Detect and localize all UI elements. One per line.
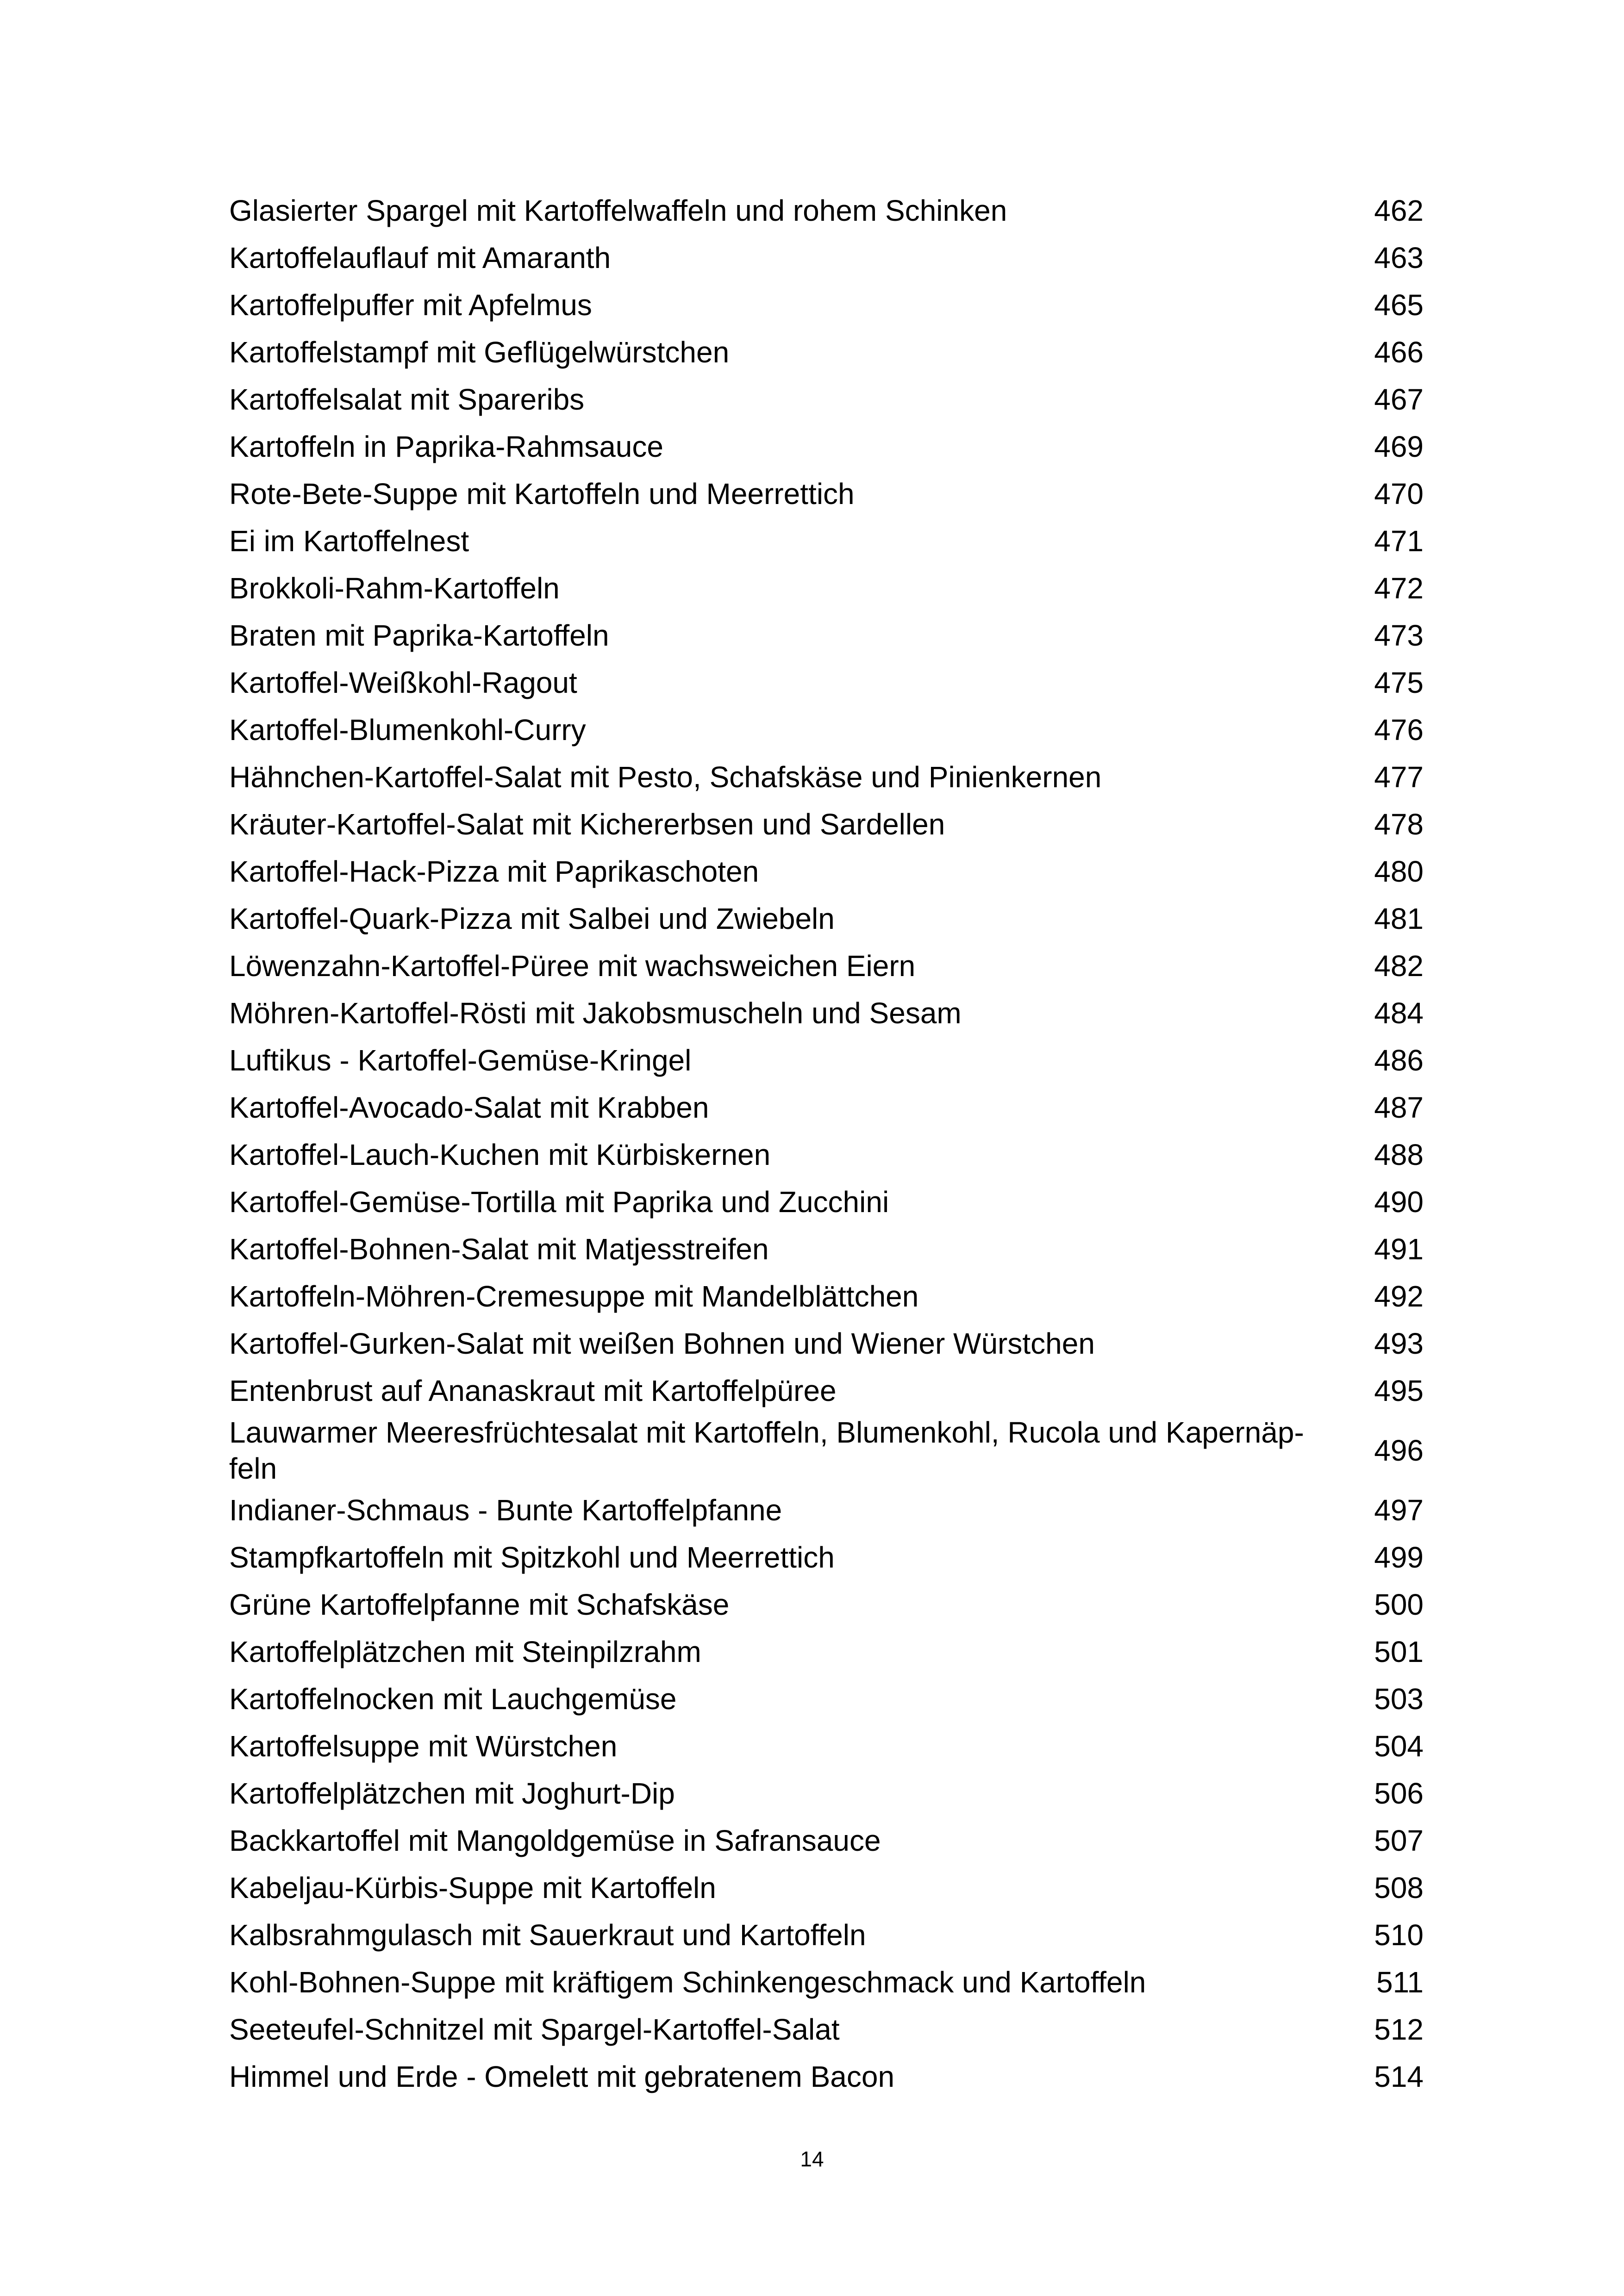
toc-entry-page: 504 xyxy=(1374,1730,1424,1763)
toc-entry-title: Kartoffel-Gemüse-Tortilla mit Paprika und Zucchini xyxy=(229,1185,889,1219)
toc-entry-title: Glasierter Spargel mit Kartoffelwaffeln und rohem Schinken xyxy=(229,194,1007,227)
toc-entry-page: 491 xyxy=(1374,1232,1424,1266)
toc-entry-page: 470 xyxy=(1374,477,1424,510)
toc-entry-page: 471 xyxy=(1374,524,1424,558)
toc-entry-page: 490 xyxy=(1374,1185,1424,1219)
toc-entry-title: Kartoffel-Blumenkohl-Curry xyxy=(229,713,586,747)
toc-entry-title: Braten mit Paprika-Kartoffeln xyxy=(229,619,609,652)
toc-entry-title: Kartoffel-Lauch-Kuchen mit Kürbiskernen xyxy=(229,1138,771,1171)
toc-entry xyxy=(229,470,1424,517)
toc-entry-title: Stampfkartoffeln mit Spitzkohl und Meerrettich xyxy=(229,1541,835,1574)
table-of-contents xyxy=(229,187,1424,2100)
toc-entry-title: Kartoffelnocken mit Lauchgemüse xyxy=(229,1682,677,1716)
toc-entry xyxy=(229,659,1424,706)
toc-entry xyxy=(229,1675,1424,1723)
toc-entry-page: 478 xyxy=(1374,808,1424,841)
toc-entry-page: 488 xyxy=(1374,1138,1424,1171)
toc-entry xyxy=(229,1911,1424,1959)
toc-entry xyxy=(229,565,1424,612)
toc-entry-title: Kartoffel-Weißkohl-Ragout xyxy=(229,666,577,699)
toc-entry-page: 493 xyxy=(1374,1327,1424,1360)
toc-entry xyxy=(229,706,1424,753)
toc-entry-title: Kartoffel-Avocado-Salat mit Krabben xyxy=(229,1091,709,1124)
toc-entry xyxy=(229,329,1424,376)
toc-entry xyxy=(229,1581,1424,1628)
toc-entry-page: 511 xyxy=(1376,1966,1424,1999)
toc-entry xyxy=(229,1084,1424,1131)
toc-entry-title: Ei im Kartoffelnest xyxy=(229,524,469,558)
toc-entry xyxy=(229,989,1424,1037)
toc-entry-title: Indianer-Schmaus - Bunte Kartoffelpfanne xyxy=(229,1493,782,1527)
toc-entry xyxy=(229,753,1424,801)
toc-entry-page: 514 xyxy=(1374,2060,1424,2093)
toc-entry-title: Lauwarmer Meeresfrüchtesalat mit Kartoffeln, Blumenkohl, Rucola und Kapernäp- feln xyxy=(229,1416,1304,1485)
toc-entry xyxy=(229,848,1424,895)
toc-entry-title: Kalbsrahmgulasch mit Sauerkraut und Kartoffeln xyxy=(229,1918,866,1952)
toc-entry-page: 512 xyxy=(1374,2013,1424,2046)
toc-entry-page: 466 xyxy=(1374,336,1424,369)
page-number: 14 xyxy=(800,2147,824,2171)
toc-entry-page: 500 xyxy=(1374,1588,1424,1621)
toc-entry-title: Kartoffel-Bohnen-Salat mit Matjesstreifen xyxy=(229,1232,769,1266)
toc-entry-page: 475 xyxy=(1374,666,1424,699)
toc-entry-title: Kabeljau-Kürbis-Suppe mit Kartoffeln xyxy=(229,1871,716,1904)
toc-entry-page: 477 xyxy=(1374,760,1424,794)
toc-entry-title: Möhren-Kartoffel-Rösti mit Jakobsmuscheln und Sesam xyxy=(229,996,962,1030)
toc-entry-page: 472 xyxy=(1374,572,1424,605)
toc-entry xyxy=(229,2053,1424,2100)
toc-entry xyxy=(229,1723,1424,1770)
toc-entry-page: 499 xyxy=(1374,1541,1424,1574)
toc-entry-page: 486 xyxy=(1374,1044,1424,1077)
toc-entry xyxy=(229,187,1424,234)
toc-entry-page: 484 xyxy=(1374,996,1424,1030)
toc-entry-title: Brokkoli-Rahm-Kartoffeln xyxy=(229,572,560,605)
toc-entry xyxy=(229,1320,1424,1367)
toc-entry-page: 487 xyxy=(1374,1091,1424,1124)
toc-entry xyxy=(229,1131,1424,1178)
toc-entry-title: Kartoffelplätzchen mit Steinpilzrahm xyxy=(229,1635,701,1668)
toc-entry xyxy=(229,942,1424,989)
toc-entry-page: 497 xyxy=(1374,1493,1424,1527)
toc-entry xyxy=(229,1273,1424,1320)
toc-entry xyxy=(229,234,1424,281)
toc-entry-page: 463 xyxy=(1374,241,1424,274)
toc-entry-page: 501 xyxy=(1374,1635,1424,1668)
toc-entry-title: Kartoffelpuffer mit Apfelmus xyxy=(229,288,592,322)
toc-entry-title: Kartoffelstampf mit Geflügelwürstchen xyxy=(229,336,730,369)
toc-entry xyxy=(229,423,1424,470)
toc-entry-title: Luftikus - Kartoffel-Gemüse-Kringel xyxy=(229,1044,692,1077)
toc-entry-page: 467 xyxy=(1374,383,1424,416)
toc-entry-title: Kartoffel-Hack-Pizza mit Paprikaschoten xyxy=(229,855,759,888)
toc-entry-page: 510 xyxy=(1374,1918,1424,1952)
toc-entry-title: Himmel und Erde - Omelett mit gebratenem Bacon xyxy=(229,2060,895,2093)
toc-entry-page: 473 xyxy=(1374,619,1424,652)
toc-entry xyxy=(229,895,1424,942)
toc-entry xyxy=(229,1487,1424,1534)
toc-entry-page: 462 xyxy=(1374,194,1424,227)
toc-entry xyxy=(229,1534,1424,1581)
toc-entry-page: 503 xyxy=(1374,1682,1424,1716)
toc-entry-title: Kartoffelplätzchen mit Joghurt-Dip xyxy=(229,1777,675,1810)
toc-entry-title: Kartoffeln-Möhren-Cremesuppe mit Mandelblättchen xyxy=(229,1280,919,1313)
toc-entry xyxy=(229,1414,1424,1487)
toc-entry-page: 496 xyxy=(1374,1434,1424,1467)
toc-entry xyxy=(229,1770,1424,1817)
toc-entry-title: Kartoffelsalat mit Spareribs xyxy=(229,383,585,416)
toc-entry-title: Kartoffeln in Paprika-Rahmsauce xyxy=(229,430,663,463)
toc-entry-page: 506 xyxy=(1374,1777,1424,1810)
toc-entry-page: 465 xyxy=(1374,288,1424,322)
toc-entry-page: 481 xyxy=(1374,902,1424,935)
toc-entry-title: Löwenzahn-Kartoffel-Püree mit wachsweichen Eiern xyxy=(229,949,916,983)
toc-entry-page: 495 xyxy=(1374,1374,1424,1407)
toc-entry xyxy=(229,1178,1424,1226)
toc-entry-page: 482 xyxy=(1374,949,1424,983)
toc-entry-title: Backkartoffel mit Mangoldgemüse in Safransauce xyxy=(229,1824,881,1857)
toc-entry-title: Kohl-Bohnen-Suppe mit kräftigem Schinkengeschmack und Kartoffeln xyxy=(229,1966,1146,1999)
toc-entry xyxy=(229,1864,1424,1911)
toc-entry-page: 480 xyxy=(1374,855,1424,888)
toc-entry xyxy=(229,1959,1424,2006)
toc-entry-title: Hähnchen-Kartoffel-Salat mit Pesto, Schafskäse und Pinienkernen xyxy=(229,760,1102,794)
toc-entry-title: Kartoffelsuppe mit Würstchen xyxy=(229,1730,618,1763)
toc-entry xyxy=(229,1037,1424,1084)
toc-entry-title: Entenbrust auf Ananaskraut mit Kartoffelpüree xyxy=(229,1374,837,1407)
toc-entry xyxy=(229,1817,1424,1864)
toc-entry-title: Rote-Bete-Suppe mit Kartoffeln und Meerrettich xyxy=(229,477,855,510)
toc-entry xyxy=(229,376,1424,423)
toc-entry xyxy=(229,517,1424,565)
toc-entry-page: 469 xyxy=(1374,430,1424,463)
toc-entry xyxy=(229,801,1424,848)
toc-entry-title: Kartoffel-Quark-Pizza mit Salbei und Zwiebeln xyxy=(229,902,835,935)
toc-entry-page: 508 xyxy=(1374,1871,1424,1904)
toc-entry xyxy=(229,281,1424,329)
toc-entry xyxy=(229,1628,1424,1675)
toc-entry-title: Kartoffelauflauf mit Amaranth xyxy=(229,241,611,274)
toc-entry xyxy=(229,1367,1424,1414)
toc-entry xyxy=(229,612,1424,659)
toc-entry-title: Seeteufel-Schnitzel mit Spargel-Kartoffel-Salat xyxy=(229,2013,840,2046)
toc-entry-page: 492 xyxy=(1374,1280,1424,1313)
toc-entry-title: Grüne Kartoffelpfanne mit Schafskäse xyxy=(229,1588,730,1621)
toc-entry-page: 476 xyxy=(1374,713,1424,747)
toc-entry xyxy=(229,2006,1424,2053)
toc-entry-title: Kräuter-Kartoffel-Salat mit Kichererbsen und Sardellen xyxy=(229,808,945,841)
toc-entry-page: 507 xyxy=(1374,1824,1424,1857)
toc-entry-title: Kartoffel-Gurken-Salat mit weißen Bohnen und Wiener Würstchen xyxy=(229,1327,1095,1360)
toc-entry xyxy=(229,1226,1424,1273)
